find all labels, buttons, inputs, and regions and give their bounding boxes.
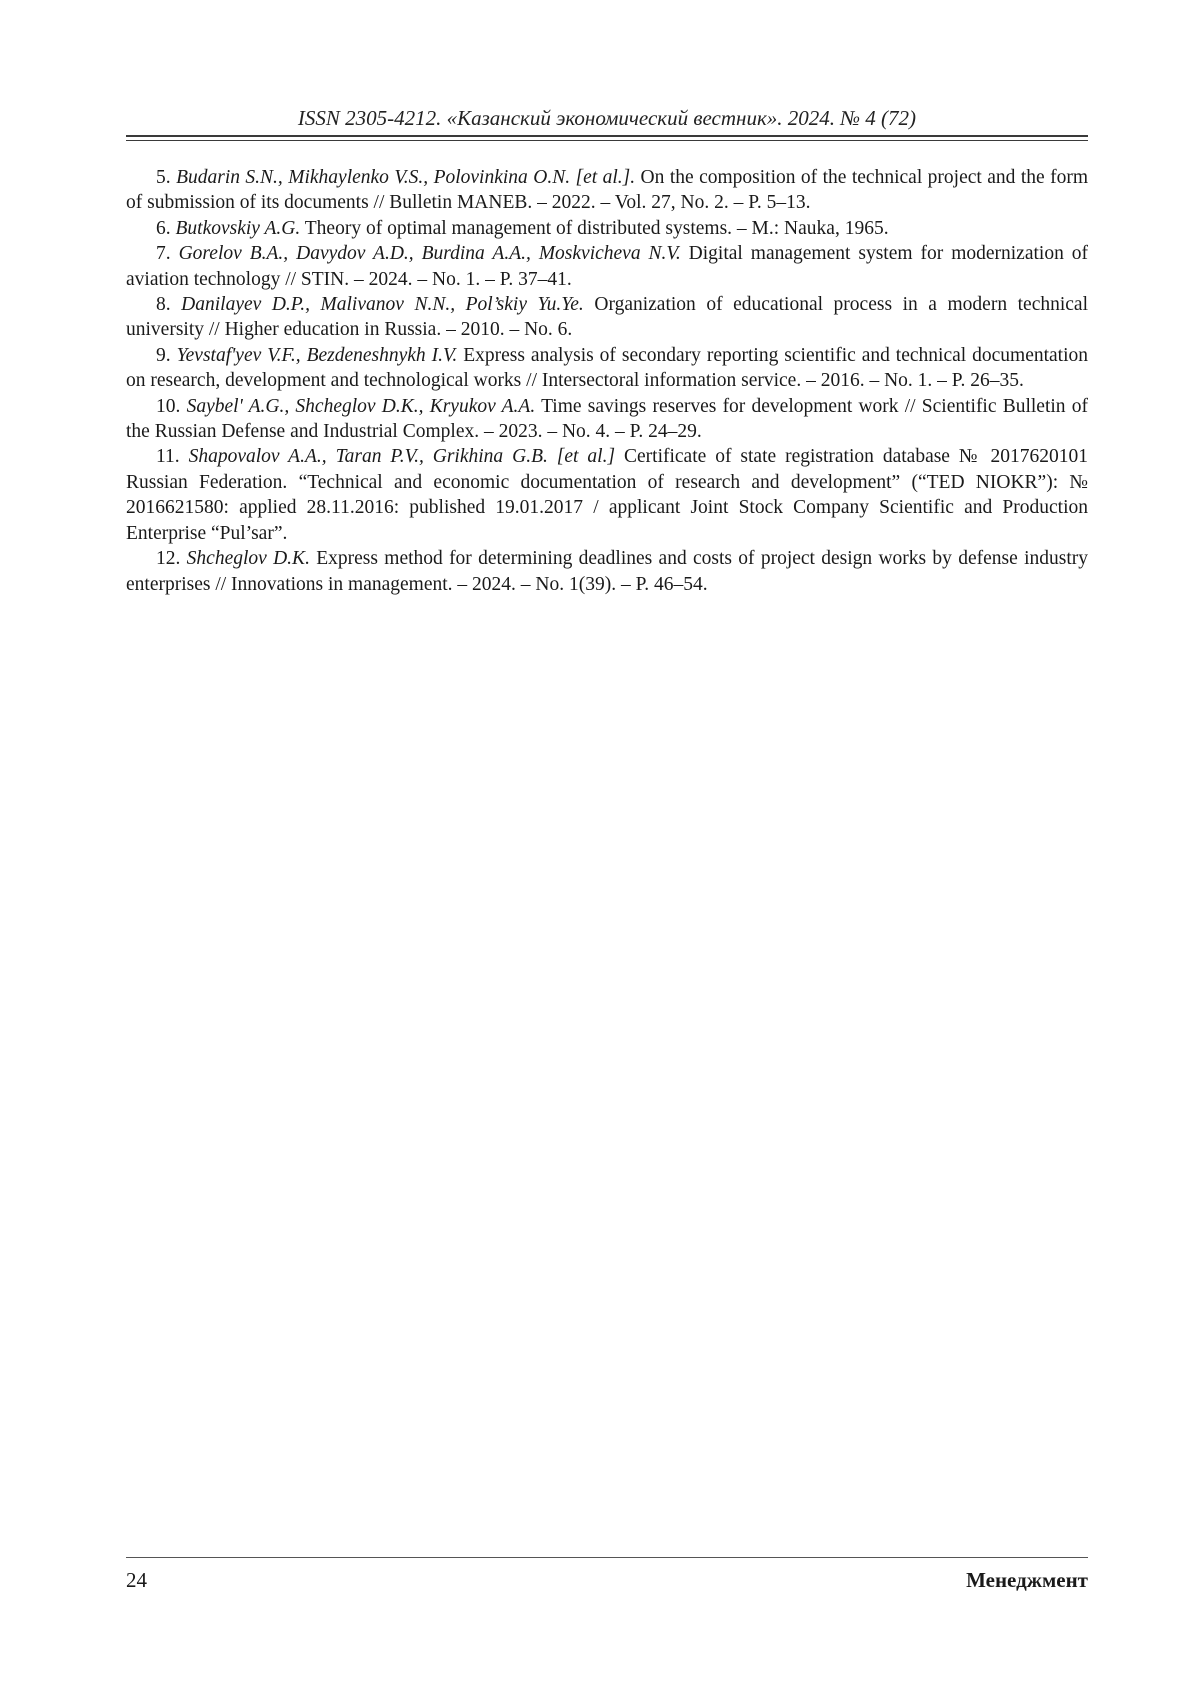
- reference-item: [126, 292, 1088, 343]
- header-rule: [126, 135, 1088, 137]
- reference-number: 11.: [156, 446, 180, 468]
- reference-text: Express method for determining deadlines and costs of project design works by defense industry enterprises // Innovations in management. – 2024. – No. 1(39). – P. 46–54.: [126, 548, 1088, 595]
- running-header: ISSN 2305-4212. «Казанский экономический вестник». 2024. № 4 (72): [297, 106, 917, 130]
- reference-number: 6.: [156, 217, 171, 239]
- reference-authors: Saybel' A.G., Shcheglov D.K., Kryukov A.A.: [186, 395, 536, 417]
- reference-item: [126, 546, 1088, 597]
- section-name: Менеджмент: [966, 1568, 1088, 1592]
- reference-authors: Yevstaf'yev V.F., Bezdeneshnykh I.V.: [176, 344, 458, 366]
- reference-text: Certificate of state registration database № 2017620101 Russian Federation. “Technical and economic documentation of research and development” (“TED NIOKR”): № 2016621580: applied 28.11.2016: published 19.01.2017 / applicant Joint Stock Company Scientific and Production Enterprise “Pul’sar”.: [126, 446, 1089, 544]
- reference-number: 9.: [156, 344, 171, 366]
- reference-item: [126, 394, 1088, 445]
- reference-authors: Shapovalov A.A., Taran P.V., Grikhina G.B. [et al.]: [188, 446, 616, 468]
- reference-number: 10.: [156, 395, 181, 417]
- reference-authors: Shcheglov D.K.: [186, 548, 310, 570]
- reference-item: [126, 216, 1088, 241]
- reference-item: [126, 165, 1088, 216]
- reference-number: 8.: [156, 294, 171, 316]
- footer-rule: [126, 1557, 1088, 1558]
- reference-authors: Danilayev D.P., Malivanov N.N., Pol’skiy Yu.Ye.: [181, 294, 584, 316]
- reference-text: Theory of optimal management of distributed systems. – M.: Nauka, 1965.: [304, 217, 889, 239]
- reference-number: 5.: [156, 167, 171, 188]
- reference-text: Digital management system for modernization of aviation technology // STIN. – 2024. – No. 1. – P. 37–41.: [126, 243, 1089, 290]
- reference-authors: Gorelov B.A., Davydov A.D., Burdina A.A., Moskvicheva N.V.: [178, 243, 681, 265]
- reference-item: [126, 444, 1088, 546]
- reference-authors: Butkovskiy A.G.: [175, 217, 301, 239]
- reference-text: Time savings reserves for development work // Scientific Bulletin of the Russian Defense and Industrial Complex. – 2023. – No. 4. – P. 24–29.: [126, 395, 1089, 443]
- reference-text: On the composition of the technical project and the form of submission of its documents // Bulletin MANEB. – 2022. – Vol. 27, No. 2. – P. 5–13.: [126, 167, 1088, 214]
- page-number: 24: [126, 1568, 147, 1592]
- reference-item: [126, 343, 1088, 394]
- reference-item: [126, 241, 1088, 292]
- reference-number: 12.: [156, 548, 181, 570]
- reference-number: 7.: [156, 243, 171, 265]
- reference-text: Express analysis of secondary reporting scientific and technical documentation on research, development and technological works // Intersectoral information service. – 2016. – No. 1. – P. 26–35.: [126, 344, 1089, 392]
- reference-text: Organization of educational process in a modern technical university // Higher education in Russia. – 2010. – No. 6.: [126, 294, 1088, 341]
- reference-list: [126, 165, 1088, 597]
- header-rule-thin: [126, 140, 1088, 141]
- reference-authors: Budarin S.N., Mikhaylenko V.S., Polovinkina O.N. [et al.].: [176, 167, 636, 188]
